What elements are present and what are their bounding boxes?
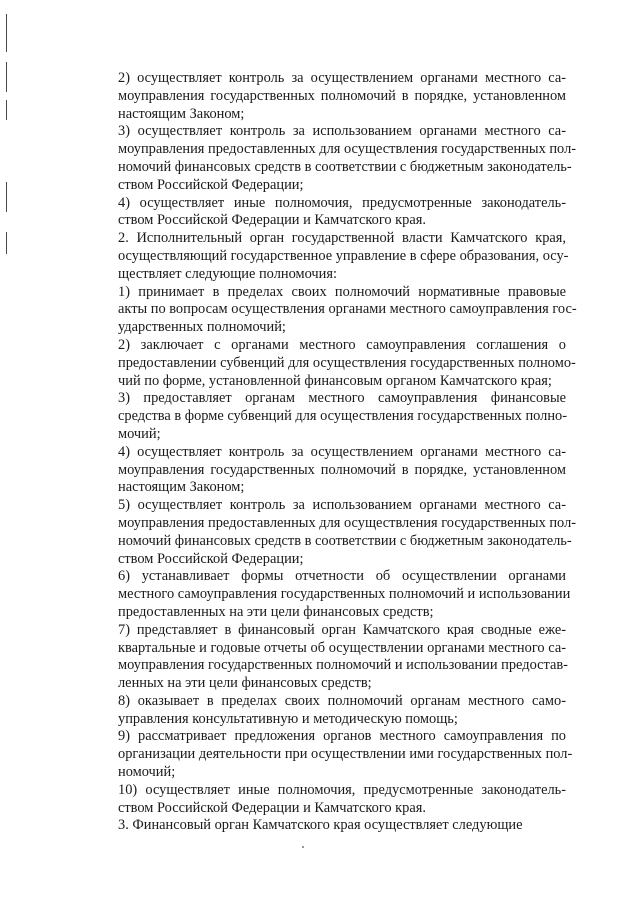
- text-line: номочий финансовых средств в соответствии с бюджетным законодатель-: [118, 532, 572, 549]
- text-line: мочий;: [118, 425, 161, 442]
- document-body: [86, 70, 577, 835]
- text-line: ществляет следующие полномочия:: [118, 265, 337, 282]
- text-line: 2. Исполнительный орган государственной власти Камчатского края,: [118, 230, 566, 247]
- text-line: моуправления предоставленных для осуществления государственных пол-: [118, 141, 577, 158]
- text-line: ударственных полномочий;: [118, 319, 286, 336]
- text-line: осуществляющий государственное управление в сфере образования, осу-: [118, 247, 569, 264]
- scan-margin-mark: [6, 14, 7, 52]
- text-line: 2) осуществляет контроль за осуществлением органами местного са-: [118, 70, 566, 86]
- paragraph: [86, 123, 577, 194]
- paragraph: [86, 728, 573, 781]
- text-line: моуправления государственных полномочий в порядке, установленном: [118, 87, 566, 104]
- scan-margin-mark: [6, 62, 7, 92]
- paragraph: [86, 444, 566, 497]
- text-line: 5) осуществляет контроль за использованием органами местного са-: [118, 497, 566, 514]
- text-line: 8) оказывает в пределах своих полномочий органам местного само-: [118, 692, 566, 709]
- text-line: 1) принимает в пределах своих полномочий нормативные правовые: [118, 283, 566, 300]
- scan-speck: [302, 846, 304, 848]
- text-line: предоставлении субвенций для осуществления государственных полномо-: [118, 354, 576, 371]
- text-line: 9) рассматривает предложения органов местного самоуправления по: [118, 728, 566, 745]
- text-line: 7) представляет в финансовый орган Камчатского края сводные еже-: [118, 621, 566, 638]
- text-line: 3. Финансовый орган Камчатского края осуществляет следующие: [118, 817, 523, 834]
- paragraph: [86, 782, 566, 818]
- text-line: моуправления предоставленных для осуществления государственных пол-: [118, 514, 577, 531]
- paragraph: [86, 390, 566, 443]
- text-line: ством Российской Федерации и Камчатского края.: [118, 799, 426, 816]
- text-line: 3) осуществляет контроль за использованием органами местного са-: [118, 123, 566, 140]
- paragraph: [86, 497, 577, 568]
- text-line: ством Российской Федерации;: [118, 176, 304, 193]
- paragraph: [86, 195, 566, 231]
- text-line: чий по форме, установленной финансовым органом Камчатского края;: [118, 372, 552, 389]
- text-line: средства в форме субвенций для осуществления государственных полно-: [118, 408, 568, 425]
- text-line: 10) осуществляет иные полномочия, предусмотренные законодатель-: [118, 781, 566, 798]
- text-line: ством Российской Федерации;: [118, 550, 304, 567]
- text-line: моуправления государственных полномочий в порядке, установленном: [118, 461, 566, 478]
- text-line: моуправления государственных полномочий и использовании предостав-: [118, 657, 568, 674]
- paragraph: [86, 70, 566, 123]
- scan-margin-mark: [6, 182, 7, 212]
- text-line: 3) предоставляет органам местного самоуправления финансовые: [118, 390, 566, 407]
- text-line: управления консультативную и методическую помощь;: [118, 710, 458, 727]
- text-line: номочий финансовых средств в соответствии с бюджетным законодатель-: [118, 158, 572, 175]
- text-line: организации деятельности при осуществлении ими государственных пол-: [118, 746, 573, 763]
- text-line: квартальные и годовые отчеты об осуществлении органами местного са-: [118, 639, 566, 656]
- paragraph: [86, 693, 566, 729]
- text-line: ленных на эти цели финансовых средств;: [118, 675, 372, 692]
- paragraph: [86, 817, 566, 835]
- text-line: местного самоуправления государственных полномочий и использовании: [118, 586, 571, 603]
- paragraph: [86, 230, 569, 283]
- text-line: ством Российской Федерации и Камчатского края.: [118, 212, 426, 229]
- text-line: настоящим Законом;: [118, 479, 245, 496]
- text-line: 4) осуществляет иные полномочия, предусмотренные законодатель-: [118, 194, 566, 211]
- scan-margin-mark: [6, 232, 7, 254]
- paragraph: [86, 622, 566, 693]
- scan-margin-mark: [6, 100, 7, 120]
- text-line: номочий;: [118, 764, 176, 781]
- paragraph: [86, 568, 571, 621]
- paragraph: [86, 336, 576, 390]
- text-line: настоящим Законом;: [118, 105, 245, 122]
- text-line: 4) осуществляет контроль за осуществлением органами местного са-: [118, 443, 566, 460]
- text-line: предоставленных на эти цели финансовых средств;: [118, 603, 434, 620]
- text-line: 2) заключает с органами местного самоуправления соглашения о: [118, 336, 566, 353]
- text-line: акты по вопросам осуществления органами местного самоуправления гос-: [118, 301, 577, 318]
- text-line: 6) устанавливает формы отчетности об осуществлении органами: [118, 568, 566, 585]
- paragraph: [86, 283, 577, 337]
